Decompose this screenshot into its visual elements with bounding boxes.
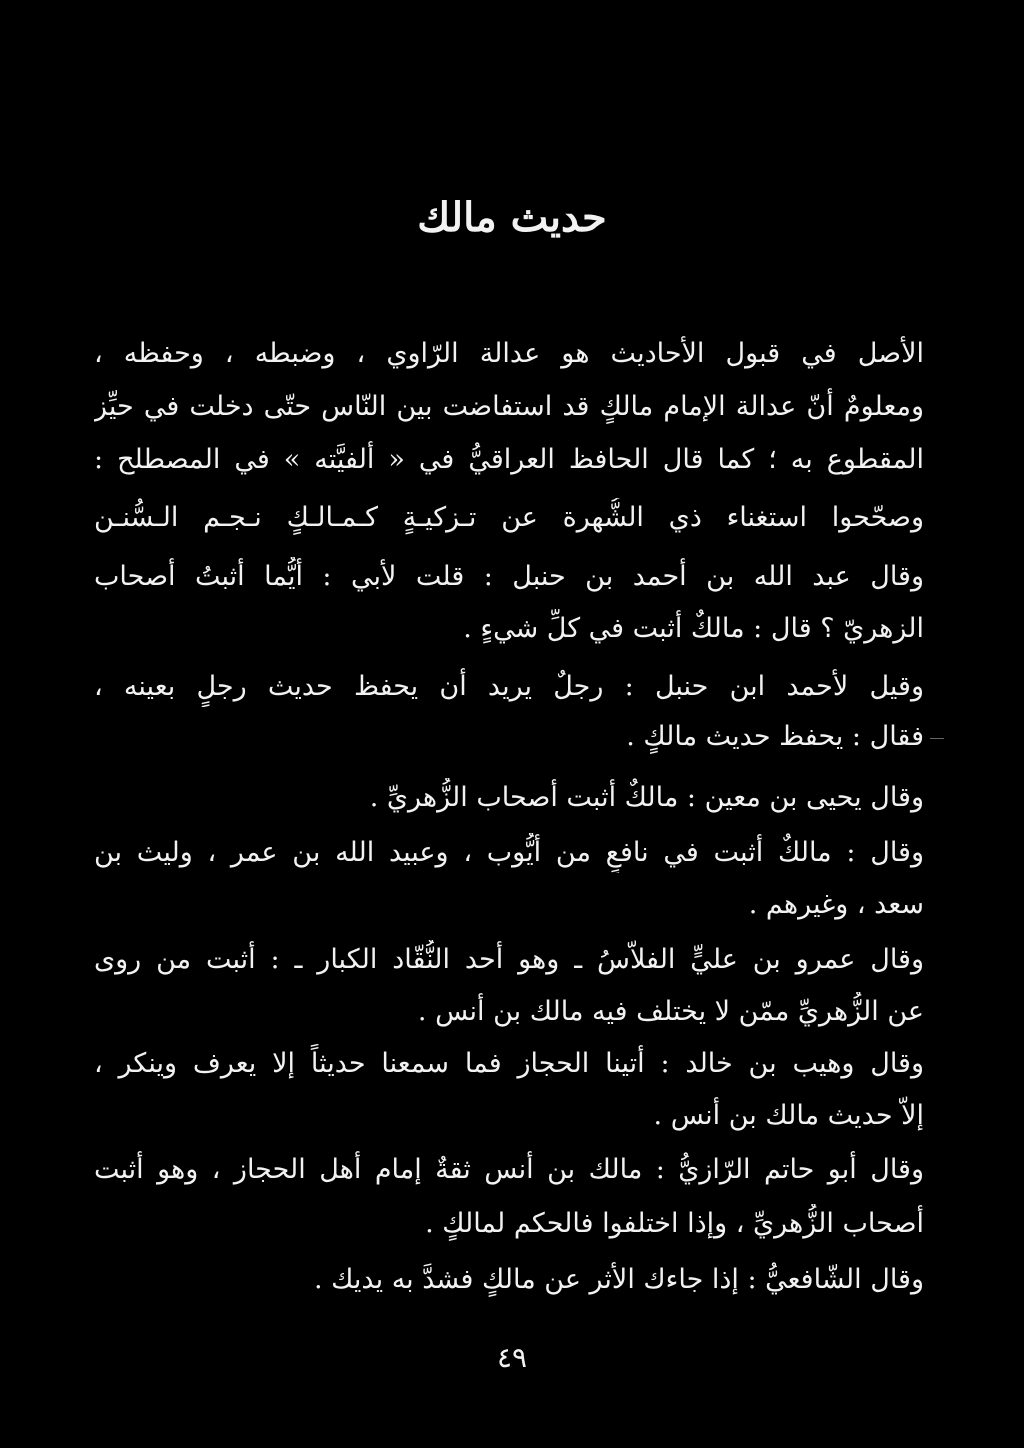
text-line-18: وقال الشّافعيُّ : إذا جاءك الأثر عن مالكٍ فشدَّ به يديك . — [313, 1264, 924, 1295]
page-title: حديث مالك — [417, 194, 607, 241]
text-line-9: وقال يحيى بن معين : مالكٌ أثبت أصحاب الزُّهريِّ . — [369, 782, 924, 813]
poetry-verse-line: وصحّحوا استغناء ذي الشُّهرة عن تـزكيـةٍ كـمـالـكٍ نـجـم الـسُّنـن — [94, 502, 924, 533]
text-line-17: أصحاب الزُّهريِّ ، وإذا اختلفوا فالحكم لمالكٍ . — [425, 1208, 924, 1239]
text-line-13: عن الزُّهريِّ ممّن لا يختلف فيه مالك بن أنس . — [417, 996, 924, 1027]
text-line-3: المقطوع به ؛ كما قال الحافظ العراقيُّ في « ألفيَّته » في المصطلح : — [94, 444, 924, 475]
page-number: ٤٩ — [496, 1341, 528, 1374]
text-line-1: الأصل في قبول الأحاديث هو عدالة الرّاوي ، وضبطه ، وحفظه ، — [94, 338, 924, 369]
text-line-15: إلاّ حديث مالك بن أنس . — [653, 1100, 924, 1131]
text-line-7: وقيل لأحمد ابن حنبل : رجلٌ يريد أن يحفظ حديث رجلٍ بعينه ، — [94, 671, 924, 702]
text-line-8: فقال : يحفظ حديث مالكٍ . — [626, 721, 924, 752]
margin-mark — [930, 738, 944, 739]
text-line-16: وقال أبو حاتم الرّازيُّ : مالك بن أنس ثقةٌ إمام أهل الحجاز ، وهو أثبت — [94, 1154, 924, 1185]
text-line-12: وقال عمرو بن عليٍّ الفلاّسُ ـ وهو أحد النُّقّاد الكبار ـ : أثبت من روى — [94, 944, 924, 975]
text-line-14: وقال وهيب بن خالد : أتينا الحجاز فما سمعنا حديثاً إلا يعرف وينكر ، — [94, 1048, 924, 1079]
text-line-11: سعد ، وغيرهم . — [748, 889, 924, 920]
text-line-5: وقال عبد الله بن أحمد بن حنبل : قلت لأبي : أيُّما أثبتُ أصحاب — [94, 561, 924, 592]
text-line-2: ومعلومٌ أنّ عدالة الإمام مالكٍ قد استفاضت بين النّاس حتّى دخلت في حيِّز — [94, 391, 924, 422]
text-line-6: الزهريّ ؟ قال : مالكٌ أثبت في كلِّ شيءٍ . — [463, 613, 924, 644]
text-line-10: وقال : مالكٌ أثبت في نافعٍ من أيُّوب ، وعبيد الله بن عمر ، وليث بن — [94, 837, 924, 868]
